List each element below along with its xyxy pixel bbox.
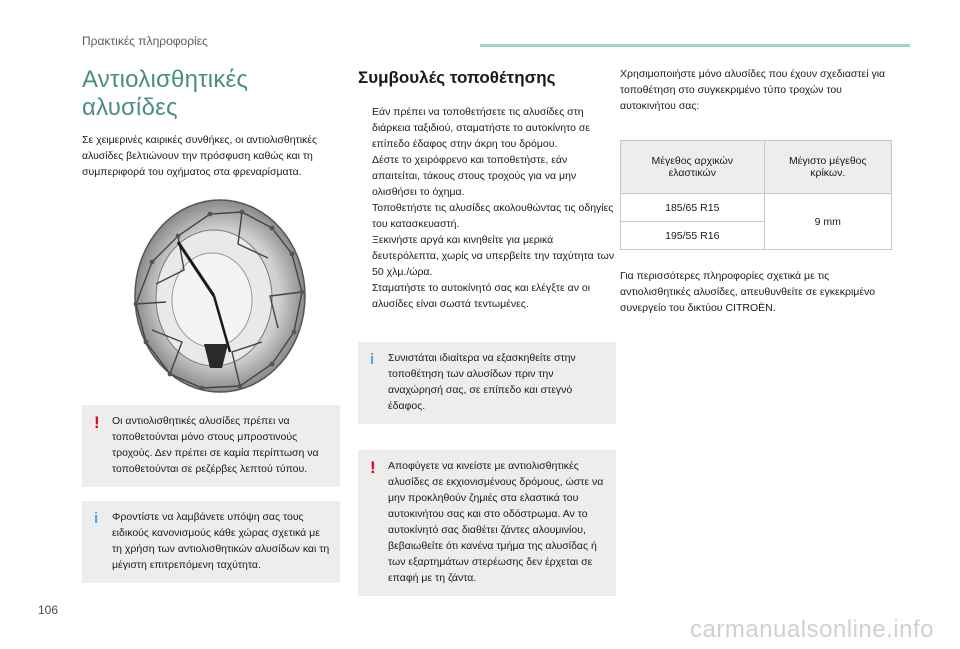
warning-icon: !	[370, 458, 376, 477]
list-item: Ξεκινήστε αργά και κινηθείτε για μερικά δευτερόλεπτα, χωρίς να υπερβείτε την ταχύτητα των 50 χλμ./ώρα.	[372, 234, 615, 278]
warning-text: Οι αντιολισθητικές αλυσίδες πρέπει να τοποθετούνται μόνο στους μπροστινούς τροχούς. Δεν πρέπει σε καμία περίπτωση να τοποθετούνται σε ρεζέρβες λεπτού τύπου.	[112, 415, 319, 475]
table-cell-max-link: 9 mm	[764, 194, 891, 250]
info-box-regulations	[82, 501, 340, 583]
warning-icon: !	[94, 413, 100, 432]
list-item: Τοποθετήστε τις αλυσίδες ακολουθώντας τις οδηγίες του κατασκευαστή.	[372, 202, 614, 230]
warning-text: Αποφύγετε να κινείστε με αντιολισθητικές αλυσίδες σε εκχιονισμένους δρόμους, ώστε να μην προκληθούν ζημιές στα ελαστικά του αυτοκινήτου σας και στο οδόστρωμα. Αν το αυτοκίνητό σας διαθέτει ζάντες αλουμινίου, βεβαιωθείτε ότι κανένα τμήμα της αλυσίδας ή των εξαρτημάτων στερέωσης δεν έρχεται σε επαφή με τη ζάντα.	[388, 460, 604, 584]
column-left	[82, 66, 340, 583]
column-right	[620, 66, 892, 316]
info-text: Συνιστάται ιδιαίτερα να εξασκηθείτε στην τοποθέτηση των αλυσίδων πριν την αναχώρησή σας, σε επίπεδο και στεγνό έδαφος.	[388, 352, 576, 412]
table-row	[621, 194, 892, 222]
snow-chain-wheel-illustration	[82, 192, 340, 397]
list-item: Σταματήστε το αυτοκίνητό σας και ελέγξτε αν οι αλυσίδες είναι σωστά τεντωμένες.	[372, 282, 591, 310]
table-header-max-link: Μέγιστο μέγεθος κρίκων.	[764, 141, 891, 194]
intro-paragraph: Σε χειμερινές καιρικές συνθήκες, οι αντιολισθητικές αλυσίδες βελτιώνουν την πρόσφυση καθώς και τη συμπεριφορά του οχήματος στα φρεναρίσματα.	[82, 134, 318, 178]
info-icon: i	[370, 351, 375, 368]
table-cell-tyre-size: 195/55 R16	[621, 222, 765, 250]
fitting-tips-list	[358, 104, 616, 312]
warning-box-snowy-roads	[358, 450, 616, 596]
info-box-practice	[358, 342, 616, 424]
list-item: Εάν πρέπει να τοποθετήσετε τις αλυσίδες στη διάρκεια ταξιδιού, σταματήστε το αυτοκίνητο σε επίπεδο έδαφος στην άκρη του δρόμου.	[372, 106, 591, 150]
list-item: Δέστε το χειρόφρενο και τοποθετήστε, εάν απαιτείται, τάκους στους τροχούς για να μην ολισθήσει το όχημα.	[372, 154, 577, 198]
page-number: 106	[38, 603, 59, 617]
section-title: Συμβουλές τοποθέτησης	[358, 68, 556, 87]
chain-size-table	[620, 140, 892, 250]
header-accent-bar	[480, 44, 910, 47]
page-title: Αντιολισθητικές αλυσίδες	[82, 66, 249, 121]
warning-box-front-wheels	[82, 405, 340, 487]
info-icon: i	[94, 510, 99, 527]
table-intro-paragraph: Χρησιμοποιήστε μόνο αλυσίδες που έχουν σχεδιαστεί για τοποθέτηση στο συγκεκριμένο τύπο τροχών του αυτοκινήτου σας:	[620, 68, 886, 112]
watermark: carmanualsonline.info	[690, 616, 934, 643]
table-cell-tyre-size: 185/65 R15	[621, 194, 765, 222]
column-middle	[358, 66, 616, 596]
info-text: Φροντίστε να λαμβάνετε υπόψη σας τους ειδικούς κανονισμούς κάθε χώρας σχετικά με τη χρήση των αντιολισθητικών αλυσίδων και τη μέγιστη επιτρεπόμενη ταχύτητα.	[112, 511, 330, 571]
section-label: Πρακτικές πληροφορίες	[82, 34, 208, 48]
table-header-tyre-size: Μέγεθος αρχικών ελαστικών	[621, 141, 765, 194]
more-info-paragraph: Για περισσότερες πληροφορίες σχετικά με τις αντιολισθητικές αλυσίδες, απευθυνθείτε σε εγκεκριμένο συνεργείο του δικτύου CITROËN.	[620, 270, 876, 314]
